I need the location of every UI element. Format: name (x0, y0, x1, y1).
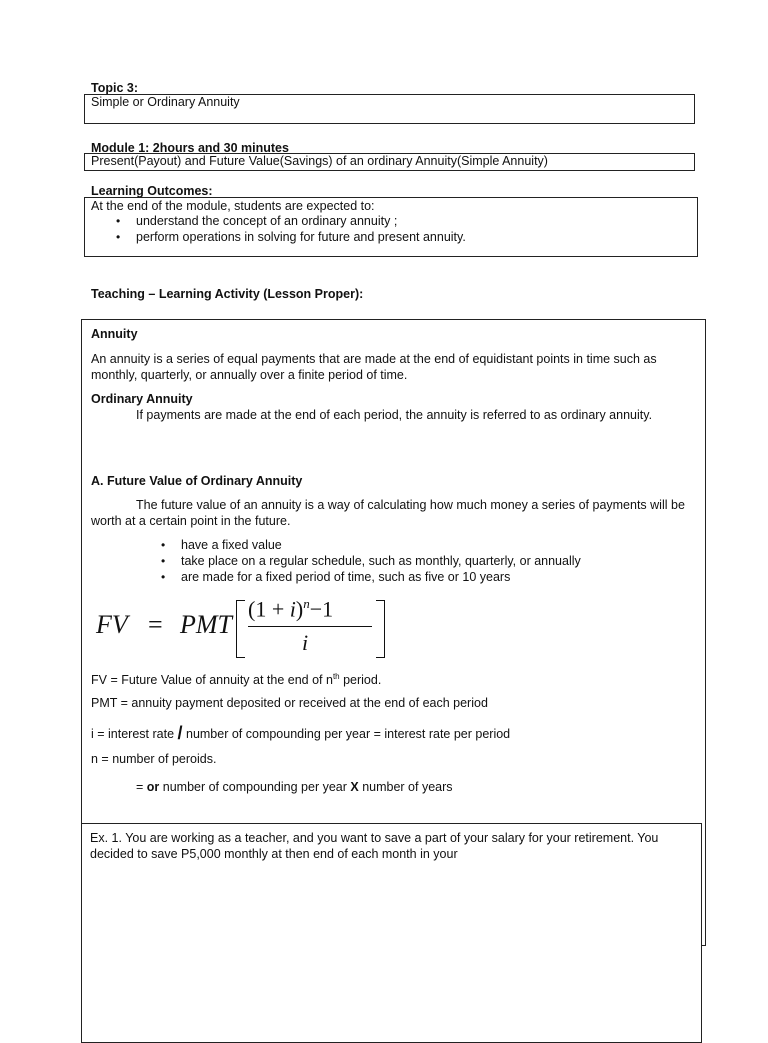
fv-bullet-item: • have a fixed value (181, 537, 581, 553)
fv-bullet-item: • take place on a regular schedule, such as monthly, quarterly, or annually (181, 553, 581, 569)
example-box (81, 823, 702, 1043)
fv-formula (96, 596, 396, 660)
outcome-item: • understand the concept of an ordinary annuity ; (136, 213, 466, 229)
formula-fraction-line (248, 626, 372, 627)
outcomes-intro: At the end of the module, students are expected to: (91, 199, 375, 213)
formula-bracket-right (376, 600, 385, 658)
module-box (84, 153, 695, 171)
module-label: Module 1: 2hours and 30 minutes (91, 141, 289, 155)
outcomes-box (84, 197, 698, 257)
fv-bullet-item: • are made for a fixed period of time, such as five or 10 years (181, 569, 581, 585)
i-definition: i = interest rate / number of compounding per year = interest rate per period (91, 723, 511, 743)
fv-text: The future value of an annuity is a way of calculating how much money a series of payments will be worth at a certain point in the future. (91, 498, 685, 528)
module-value: Present(Payout) and Future Value(Savings) of an ordinary Annuity(Simple Annuity) (91, 154, 548, 168)
formula-pmt: PMT (180, 610, 232, 639)
fv-title: A. Future Value of Ordinary Annuity (91, 474, 303, 488)
formula-numerator: $(1 + i)^n-1$ (248, 596, 334, 622)
example-text: Ex. 1. You are working as a teacher, and you want to save a part of your salary for your retirement. You decided to save P5,000 monthly at then end of each month in your (90, 831, 659, 861)
topic-value: Simple or Ordinary Annuity (91, 95, 240, 109)
formula-lhs: FV (96, 610, 128, 639)
formula-bracket-left (236, 600, 245, 658)
formula-denominator: i (302, 630, 309, 655)
n-definition: n = number of peroids. (91, 752, 217, 766)
outcomes-label: Learning Outcomes: (91, 184, 213, 198)
n-alt-definition: = or number of compounding per year X number of years (136, 780, 453, 794)
annuity-text: An annuity is a series of equal payments that are made at the end of equidistant points in time such as monthly, quarterly, or annually over a finite period of time. (91, 352, 657, 382)
annuity-title: Annuity (91, 327, 138, 341)
ordinary-title: Ordinary Annuity (91, 392, 193, 406)
activity-label: Teaching – Learning Activity (Lesson Proper): (91, 287, 364, 301)
pmt-definition: PMT = annuity payment deposited or received at the end of each period (91, 696, 488, 710)
outcome-item: • perform operations in solving for future and present annuity. (136, 229, 466, 245)
fv-bullets (181, 537, 581, 585)
fv-definition: FV = Future Value of annuity at the end of $n^{th}$ period. (91, 672, 382, 688)
topic-label: Topic 3: (91, 81, 138, 95)
topic-box (84, 94, 695, 124)
outcomes-list (136, 213, 466, 245)
formula-equals: = (148, 610, 163, 639)
ordinary-text: If payments are made at the end of each period, the annuity is referred to as ordinary annuity. (136, 408, 653, 422)
